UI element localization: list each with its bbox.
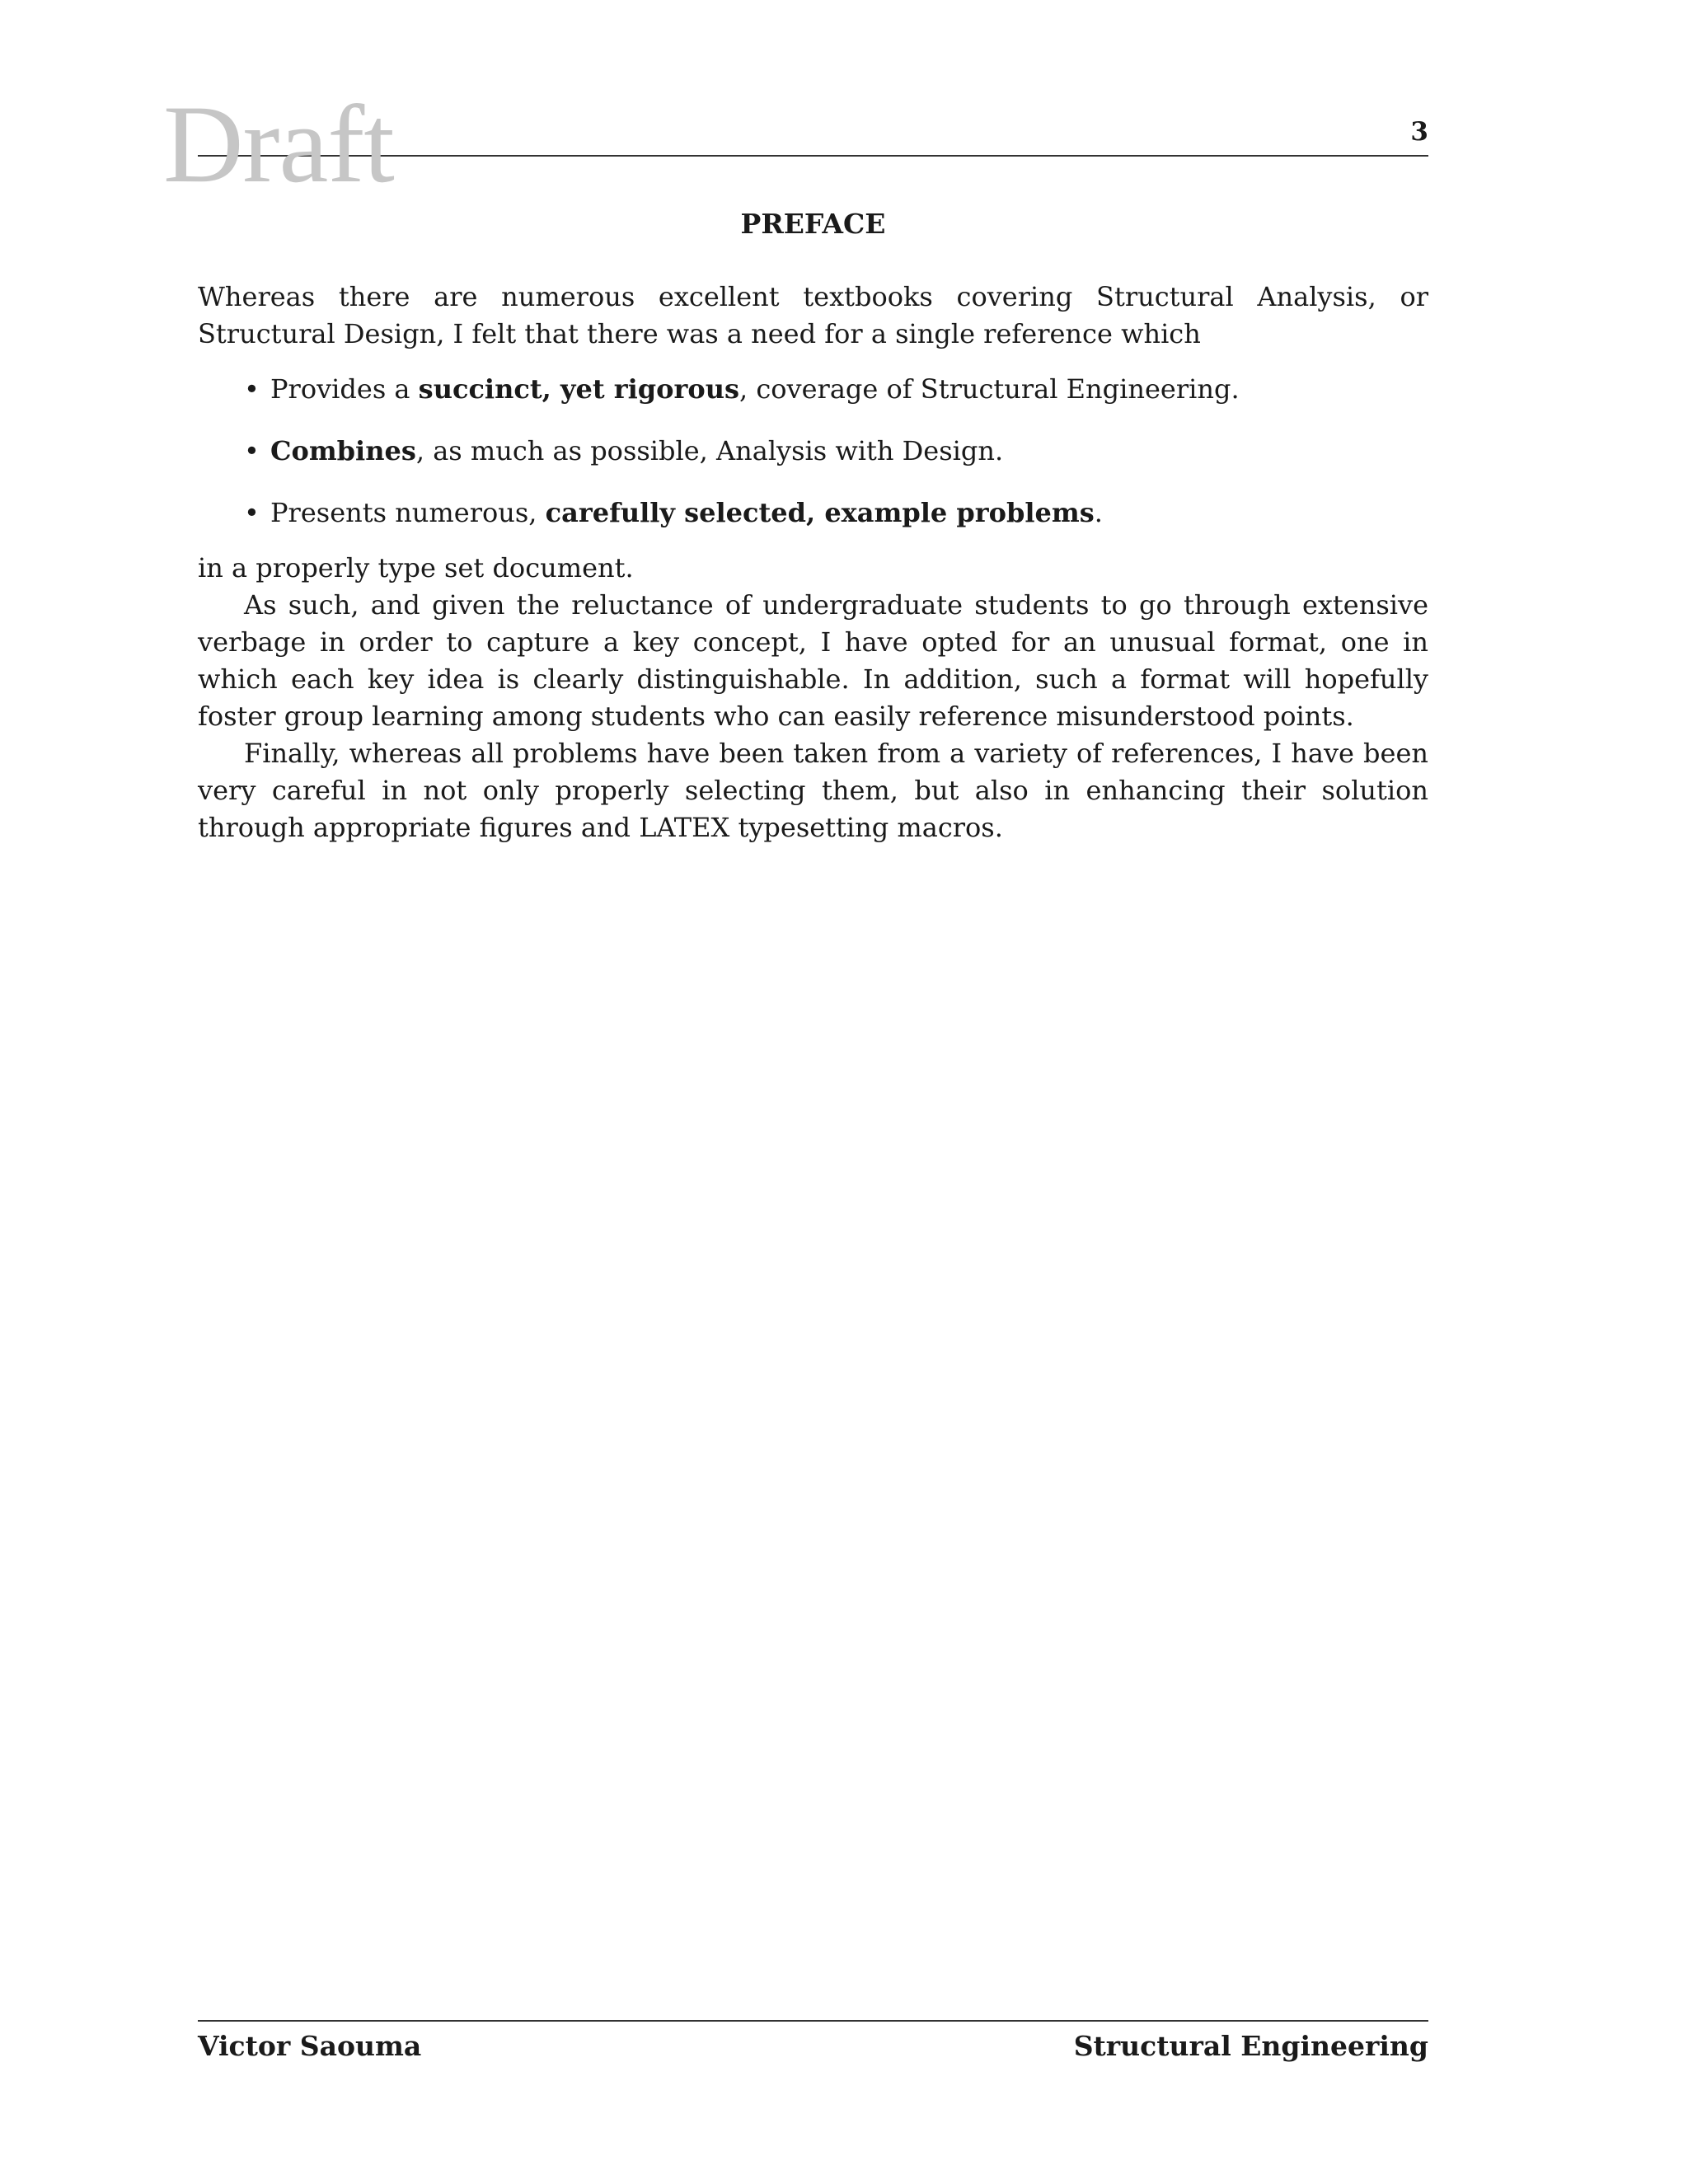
footer-book-title: Structural Engineering (1073, 2030, 1428, 2062)
bullet-emphasis: succinct, yet rigorous (418, 373, 739, 405)
bullet-text: . (1094, 497, 1103, 528)
bullet-text: Presents numerous, (270, 497, 546, 528)
page-number: 3 (1410, 117, 1428, 147)
bullet-list (198, 371, 1428, 532)
footer-author: Victor Saouma (198, 2030, 422, 2062)
preface-body (198, 279, 1428, 846)
paragraph-format: As such, and given the reluctance of undergraduate students to go through extensive verbage in order to capture a key concept, I have opted for an unusual format, one in which each key idea is clearly distinguishable. In addition, such a format will hopefully foster group learning among students who can easily reference misunderstood points. (198, 589, 1428, 732)
draft-watermark: Draft (163, 83, 394, 206)
bullet-item (244, 494, 1428, 532)
bullet-item (244, 371, 1428, 408)
paragraph-references: Finally, whereas all problems have been taken from a variety of references, I have been very careful in not only properly selecting them, but also in enhancing their solution through appropriate figures and LATEX typesetting macros. (198, 738, 1428, 843)
bullet-emphasis: Combines (270, 435, 416, 466)
footer-rule (198, 2020, 1428, 2022)
intro-paragraph: Whereas there are numerous excellent textbooks covering Structural Analysis, or Structural Design, I felt that there was a need for a single reference which (198, 281, 1428, 349)
section-title: PREFACE (740, 208, 886, 240)
after-list-text: in a properly type set document. (198, 552, 634, 583)
bullet-text: Provides a (270, 373, 419, 405)
bullet-text: , as much as possible, Analysis with Design. (415, 435, 1004, 466)
bullet-text: , coverage of Structural Engineering. (738, 373, 1240, 405)
bullet-item (244, 433, 1428, 470)
bullet-emphasis: carefully selected, example problems (545, 497, 1095, 528)
